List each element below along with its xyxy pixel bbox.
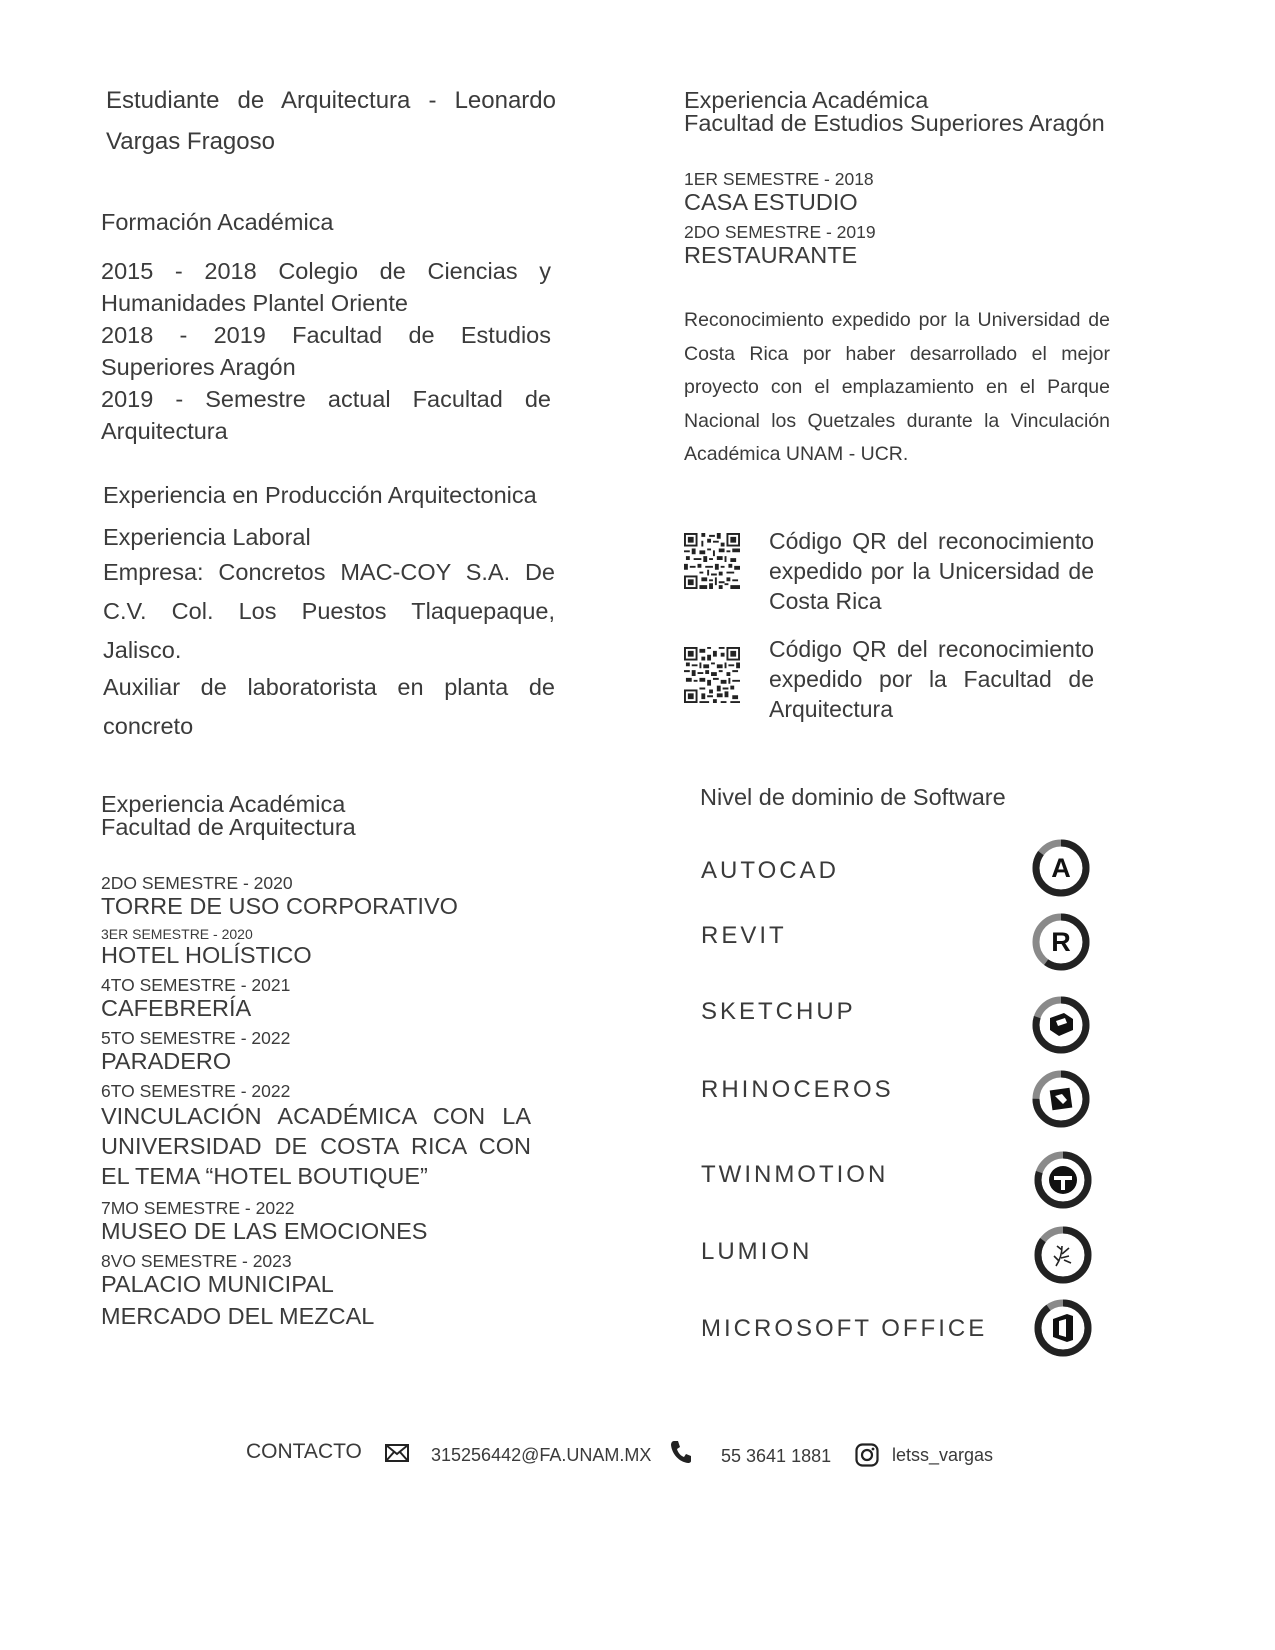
project-entry: [101, 1199, 531, 1244]
sketchup-icon: [1032, 996, 1090, 1054]
formacion-list: [101, 255, 551, 447]
project-semester: 3ER SEMESTRE - 2020: [101, 926, 253, 942]
project-entry: [684, 170, 1104, 215]
qr-code-icon[interactable]: [684, 533, 740, 589]
software-heading: Nivel de dominio de Software: [700, 784, 1006, 810]
reconocimiento-text: Reconocimiento expedido por la Universidad de Costa Rica por haber desarrollado el mejor proyecto con el emplazamiento en el Parque Nacional los Quetzales durante la Vinculación Académica UNAM - UCR.: [684, 309, 1110, 465]
contact-instagram[interactable]: letss_vargas: [892, 1445, 994, 1465]
twinmotion-icon: [1034, 1151, 1092, 1209]
mail-icon[interactable]: [385, 1444, 409, 1462]
software-level-ring: [1034, 1151, 1092, 1209]
software-glyph: R: [1051, 927, 1071, 957]
software-level-ring: [1032, 1070, 1090, 1128]
cargo-text: Auxiliar de laboratorista en planta de concreto: [103, 674, 555, 739]
contact-bar: [0, 1436, 1275, 1476]
project-title: TORRE DE USO CORPORATIVO: [101, 893, 458, 919]
software-label: RHINOCEROS: [701, 1076, 894, 1103]
software-label: LUMION: [701, 1238, 813, 1265]
qr-caption: Código QR del reconocimiento expedido por la Facultad de Arquitectura: [769, 636, 1094, 722]
produccion-heading: Experiencia en Producción Arquitectonica: [103, 482, 537, 508]
project-entry: [101, 976, 531, 1021]
academica-fes-subheading: Facultad de Estudios Superiores Aragón: [684, 110, 1105, 136]
software-level-ring: [1032, 913, 1090, 971]
formacion-item: 2015 - 2018 Colegio de Ciencias y Humanidades Plantel Oriente: [101, 258, 551, 316]
revit-icon: [1032, 913, 1090, 971]
software-level-ring: [1034, 1299, 1092, 1357]
project-entry: [101, 1252, 531, 1297]
project-entry: [101, 1082, 531, 1191]
project-entry: [101, 927, 531, 968]
project-semester: 6TO SEMESTRE - 2022: [101, 1081, 291, 1101]
project-semester: 1ER SEMESTRE - 2018: [684, 169, 874, 189]
software-level-ring: [1032, 839, 1090, 897]
project-title: VINCULACIÓN ACADÉMICA CON LA UNIVERSIDAD DE COSTA RICA CON EL TEMA “HOTEL BOUTIQUE”: [101, 1103, 531, 1189]
formacion-item: 2019 - Semestre actual Facultad de Arquitectura: [101, 386, 551, 444]
project-entry: [684, 223, 1104, 268]
formacion-item: 2018 - 2019 Facultad de Estudios Superiores Aragón: [101, 322, 551, 380]
project-entry: [101, 1029, 531, 1074]
project-semester: 8VO SEMESTRE - 2023: [101, 1251, 292, 1271]
project-title: PARADERO: [101, 1048, 232, 1074]
software-level-ring: [1034, 1226, 1092, 1284]
instagram-icon[interactable]: [855, 1443, 879, 1467]
project-semester: 2DO SEMESTRE - 2019: [684, 222, 876, 242]
academica-fa-heading: Experiencia Académica: [101, 791, 346, 817]
project-semester: 4TO SEMESTRE - 2021: [101, 975, 291, 995]
academica-fes-heading: Experiencia Académica: [684, 87, 929, 113]
project-entry: [101, 874, 531, 919]
software-label: REVIT: [701, 922, 787, 949]
project-title: CASA ESTUDIO: [684, 189, 858, 215]
qr-code-icon[interactable]: [684, 647, 740, 703]
software-label: SKETCHUP: [701, 998, 856, 1025]
experiencia-laboral-label: Experiencia Laboral: [103, 524, 311, 550]
academica-fa-projects: [101, 874, 531, 1329]
project-title: CAFEBRERÍA: [101, 995, 252, 1021]
phone-icon[interactable]: [670, 1440, 692, 1464]
academica-fa-subheading: Facultad de Arquitectura: [101, 814, 356, 840]
project-title: PALACIO MUNICIPAL: [101, 1271, 334, 1297]
qr-caption: Código QR del reconocimiento expedido por la Unicersidad de Costa Rica: [769, 528, 1094, 614]
project-title-extra: MERCADO DEL MEZCAL: [101, 1303, 375, 1329]
contact-label: CONTACTO: [246, 1440, 362, 1463]
formacion-heading: Formación Académica: [101, 209, 334, 235]
author-name: Estudiante de Arquitectura - Leonardo Vargas Fragoso: [106, 87, 556, 155]
software-level-ring: [1032, 996, 1090, 1054]
project-title: RESTAURANTE: [684, 242, 858, 268]
project-title: HOTEL HOLÍSTICO: [101, 942, 312, 968]
autocad-icon: [1032, 839, 1090, 897]
office-icon: [1034, 1299, 1092, 1357]
academica-fes-projects: [684, 170, 1104, 268]
software-label: TWINMOTION: [701, 1161, 889, 1188]
project-semester: 2DO SEMESTRE - 2020: [101, 873, 293, 893]
project-semester: 7MO SEMESTRE - 2022: [101, 1198, 295, 1218]
empresa-text: Empresa: Concretos MAC-COY S.A. De C.V. Col. Los Puestos Tlaquepaque, Jalisco.: [103, 559, 555, 663]
software-glyph: A: [1051, 853, 1071, 883]
contact-phone[interactable]: 55 3641 1881: [721, 1446, 832, 1466]
software-label: AUTOCAD: [701, 857, 839, 884]
contact-email[interactable]: 315256442@FA.UNAM.MX: [431, 1445, 652, 1465]
project-title: MUSEO DE LAS EMOCIONES: [101, 1218, 428, 1244]
project-semester: 5TO SEMESTRE - 2022: [101, 1028, 291, 1048]
rhinoceros-icon: [1032, 1070, 1090, 1128]
software-label: MICROSOFT OFFICE: [701, 1315, 988, 1342]
lumion-icon: [1034, 1226, 1092, 1284]
